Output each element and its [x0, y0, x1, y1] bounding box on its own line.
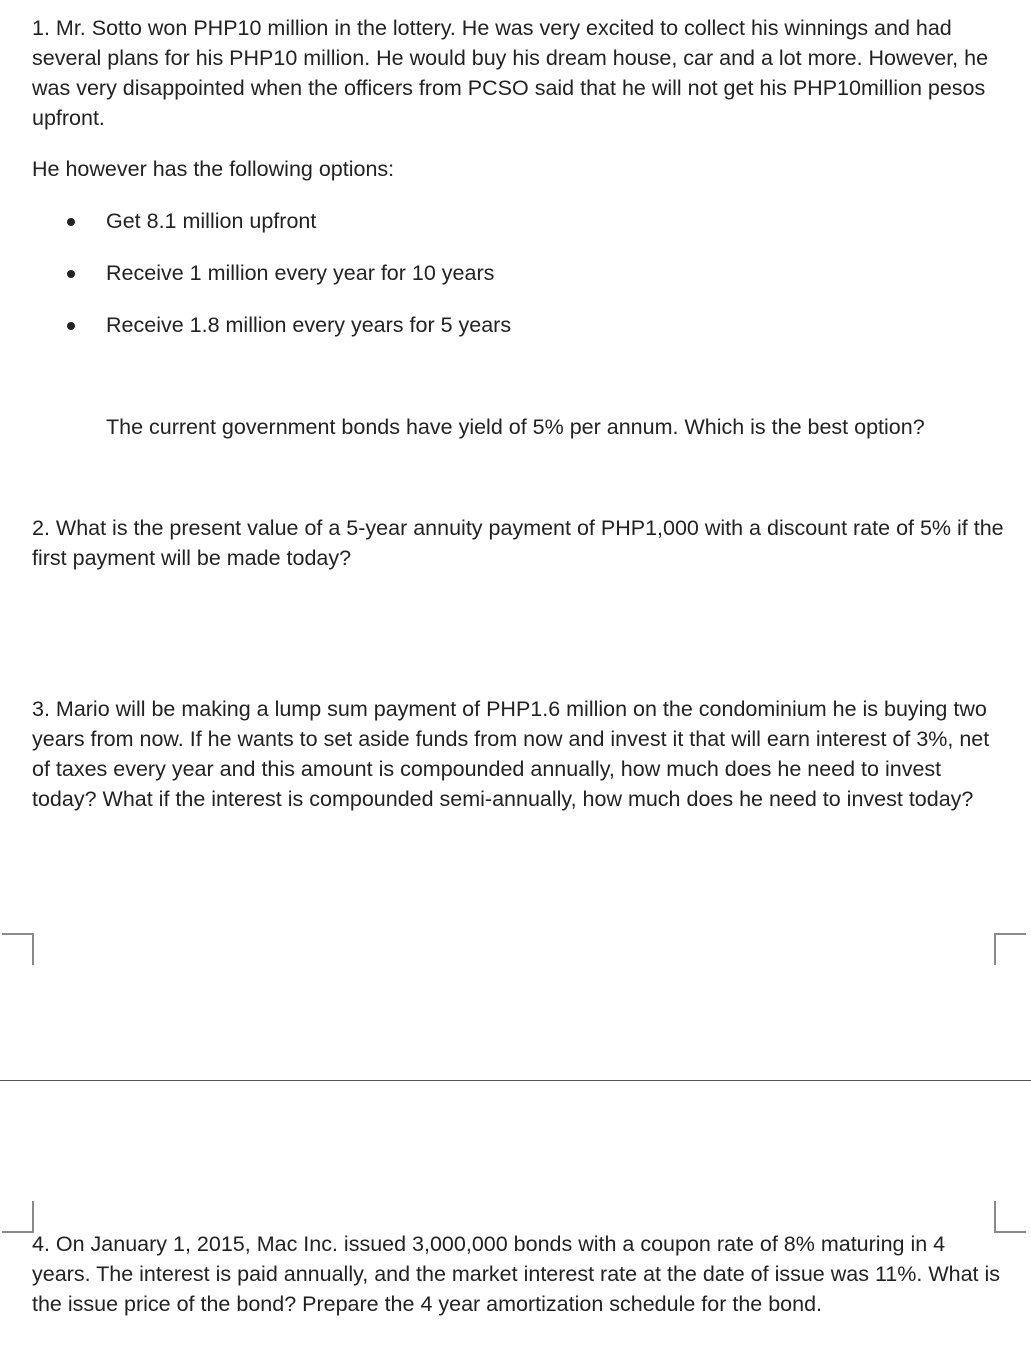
- question-1-text: 1. Mr. Sotto won PHP10 million in the lottery. He was very excited to collect his winnings and had several plans for his PHP10 million. He would buy his dream house, car and a lot more. However, he was very disappointed when the officers from PCSO said that he will not get his PHP10million pesos upfront.: [32, 16, 989, 130]
- question-1-prompt: The current government bonds have yield of 5% per annum. Which is the best option?: [106, 415, 925, 439]
- option-text: Receive 1 million every year for 10 years: [106, 261, 495, 285]
- bullet-icon: [67, 322, 75, 330]
- question-2-text: 2. What is the present value of a 5-year annuity payment of PHP1,000 with a discount rate of 5% if the first payment will be made today?: [32, 516, 1004, 570]
- option-text: Get 8.1 million upfront: [106, 209, 317, 233]
- page-break-divider: [0, 1080, 1031, 1081]
- bullet-icon: [67, 270, 75, 278]
- question-3-text: 3. Mario will be making a lump sum payment of PHP1.6 million on the condominium he is buying two years from now. If he wants to set aside funds from now and invest it that will earn interest of 3%, net of taxes every year and this amount is compounded annually, how much does he need to invest today? What if the interest is compounded semi-annually, how much does he need to invest today?: [32, 697, 990, 811]
- options-list: [0, 206, 1031, 362]
- options-intro: He however has the following options:: [32, 157, 395, 181]
- option-item: [0, 206, 1031, 236]
- option-item: [0, 258, 1031, 288]
- bullet-icon: [67, 218, 75, 226]
- page-corner-marker-top-right: [994, 933, 1026, 965]
- option-item: [0, 310, 1031, 340]
- page-corner-marker-top-left: [2, 933, 34, 965]
- question-4-text: 4. On January 1, 2015, Mac Inc. issued 3,000,000 bonds with a coupon rate of 8% maturing in 4 years. The interest is paid annually, and the market interest rate at the date of issue was 11%. What is the issue price of the bond? Prepare the 4 year amortization schedule for the bond.: [32, 1232, 1001, 1316]
- page-corner-marker-bottom-left: [2, 1201, 34, 1233]
- option-text: Receive 1.8 million every years for 5 years: [106, 313, 512, 337]
